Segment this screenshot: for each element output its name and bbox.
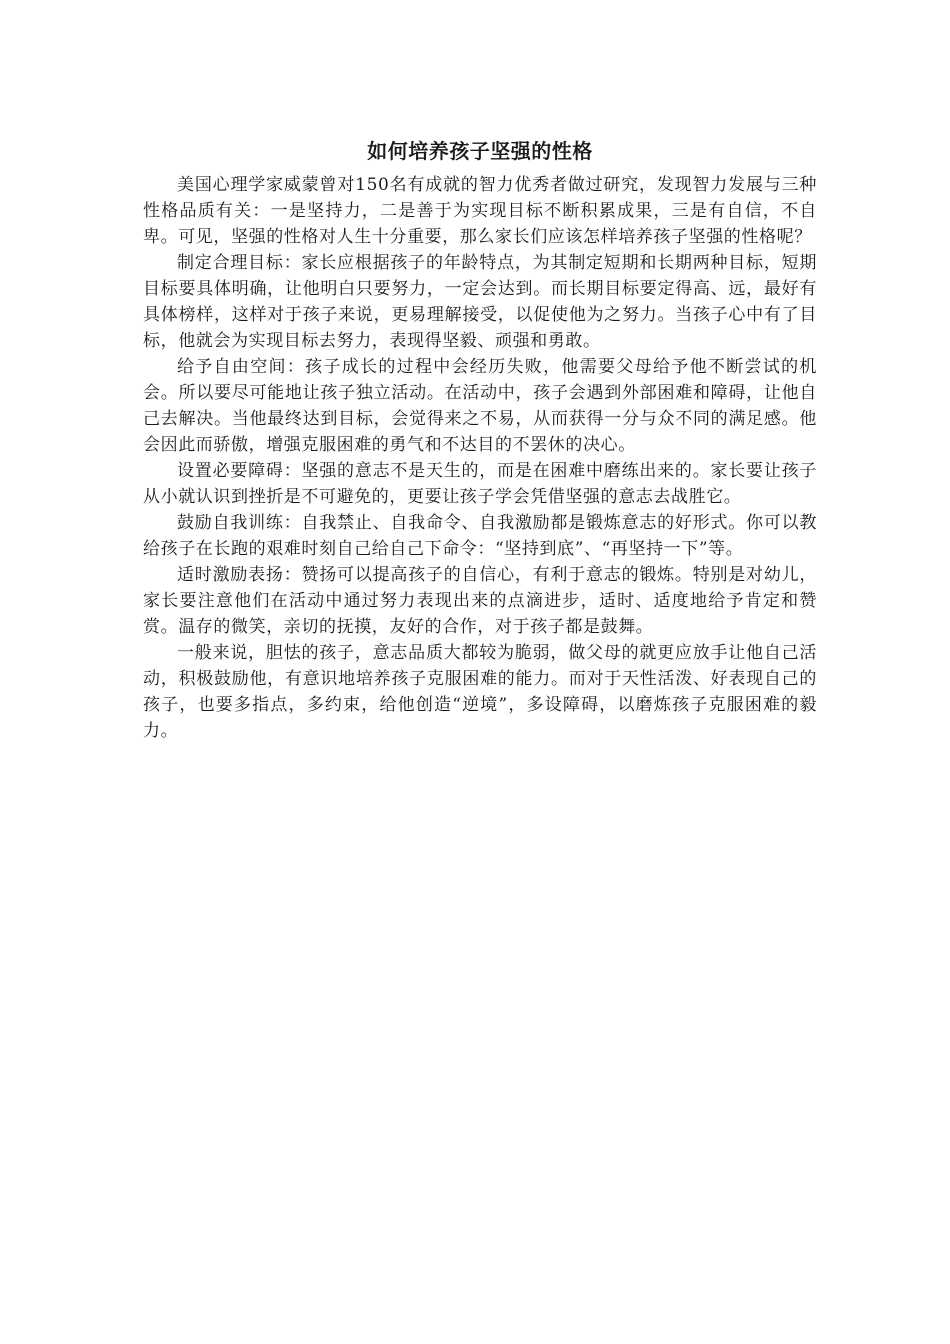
paragraph-conclusion: 一般来说，胆怯的孩子，意志品质大都较为脆弱，做父母的就更应放手让他自己活动，积极鼓励他，有意识地培养孩子克服困难的能力。而对于天性活泼、好表现自己的孩子，也要多指点，多约束，给他创造“逆境”，多设障碍，以磨炼孩子克服困难的毅力。 bbox=[143, 643, 817, 741]
paragraph-self-training: 鼓励自我训练：自我禁止、自我命令、自我激励都是锻炼意志的好形式。你可以教给孩子在长跑的艰难时刻自己给自己下命令：“坚持到底”、“再坚持一下”等。 bbox=[143, 513, 817, 559]
paragraph-set-goals: 制定合理目标：家长应根据孩子的年龄特点，为其制定短期和长期两种目标，短期目标要具体明确，让他明白只要努力，一定会达到。而长期目标要定得高、远，最好有具体榜样，这样对于孩子来说，更易理解接受，以促使他为之努力。当孩子心中有了目标，他就会为实现目标去努力，表现得坚毅、顽强和勇敢。 bbox=[143, 253, 817, 351]
paragraph-intro: 美国心理学家威蒙曾对150名有成就的智力优秀者做过研究，发现智力发展与三种性格品质有关：一是坚持力，二是善于为实现目标不断积累成果，三是有自信，不自卑。可见，坚强的性格对人生十分重要，那么家长们应该怎样培养孩子坚强的性格呢？ bbox=[143, 175, 817, 247]
document-title: 如何培养孩子坚强的性格 bbox=[367, 139, 593, 163]
paragraph-set-obstacles: 设置必要障碍：坚强的意志不是天生的，而是在困难中磨练出来的。家长要让孩子从小就认识到挫折是不可避免的，更要让孩子学会凭借坚强的意志去战胜它。 bbox=[143, 461, 817, 507]
paragraph-free-space: 给予自由空间：孩子成长的过程中会经历失败，他需要父母给予他不断尝试的机会。所以要尽可能地让孩子独立活动。在活动中，孩子会遇到外部困难和障碍，让他自己去解决。当他最终达到目标，会觉得来之不易，从而获得一分与众不同的满足感。他会因此而骄傲，增强克服困难的勇气和不达目的不罢休的决心。 bbox=[143, 357, 817, 455]
document-body bbox=[143, 172, 817, 744]
paragraph-timely-praise: 适时激励表扬：赞扬可以提高孩子的自信心，有利于意志的锻炼。特别是对幼儿，家长要注意他们在活动中通过努力表现出来的点滴进步，适时、适度地给予肯定和赞赏。温存的微笑，亲切的抚摸，友好的合作，对于孩子都是鼓舞。 bbox=[143, 565, 817, 637]
